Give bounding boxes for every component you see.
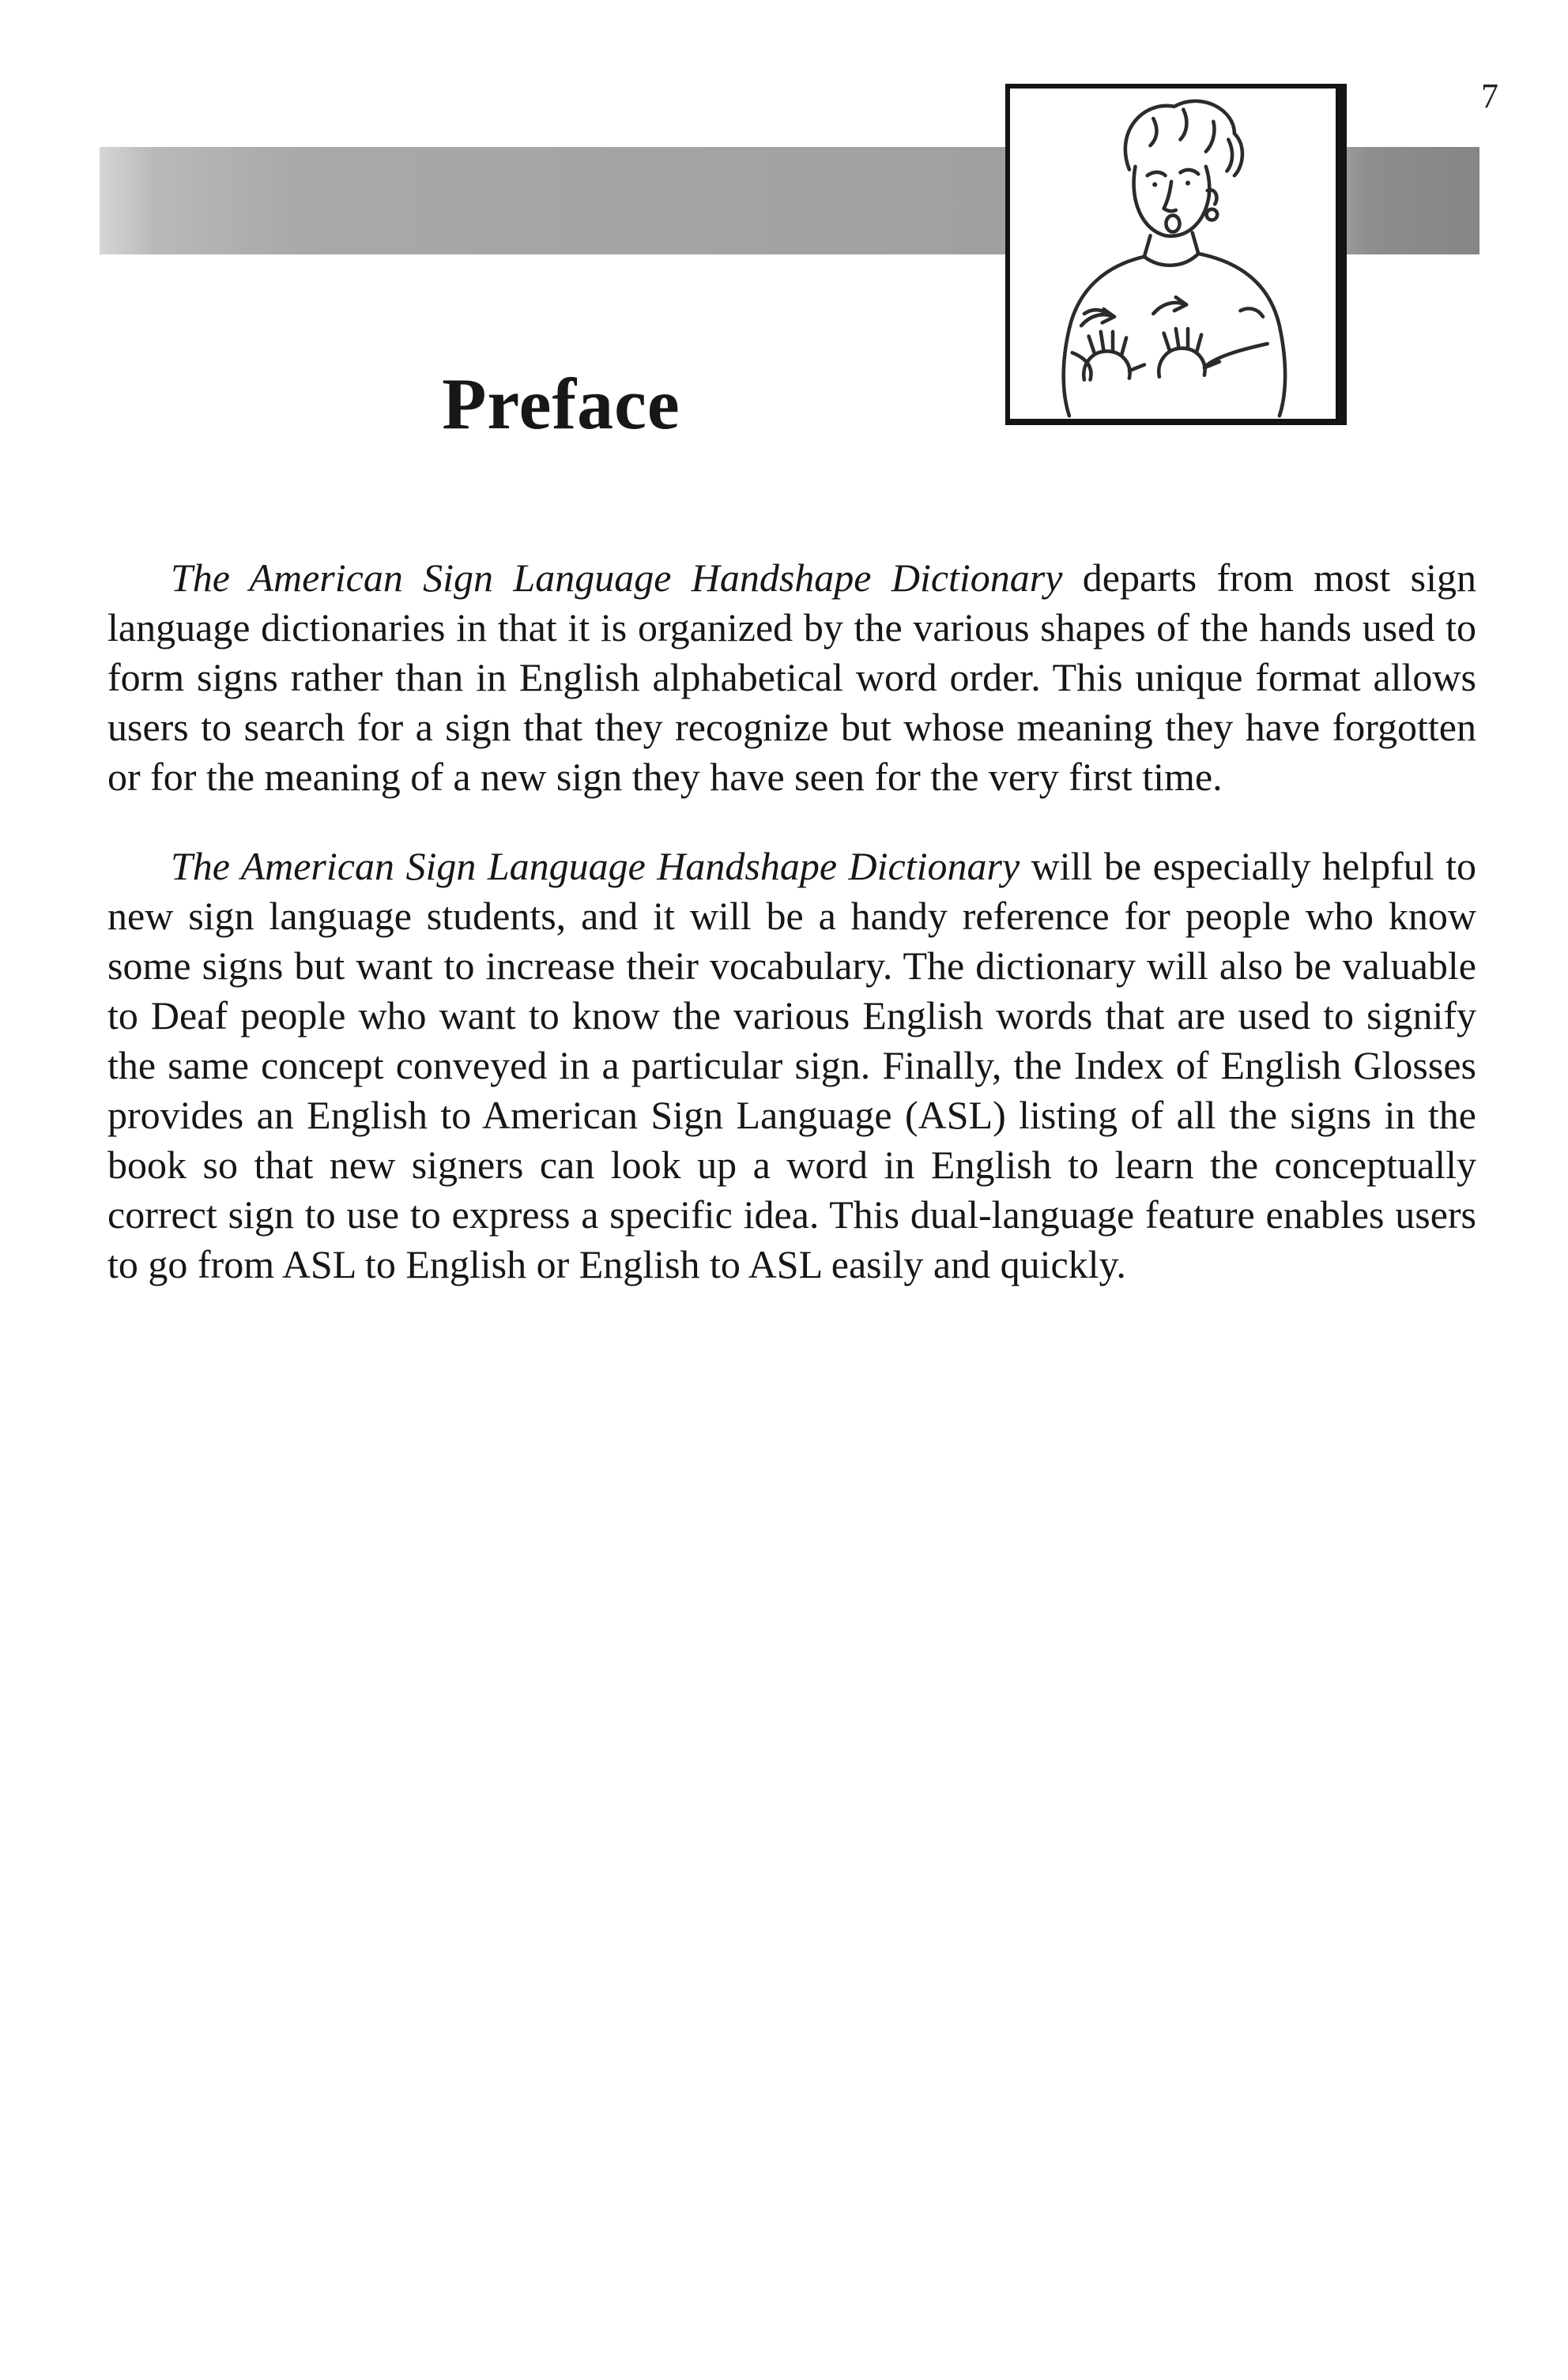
paragraph-2-text: will be especially helpful to new sign language students, and it will be a handy reference for people who know some signs but want to increase their vocabulary. The dictionary will also be valuable to Deaf people who want to know the various English words that are used to signify the same concept conveyed in a particular sign. Finally, the Index of English Glosses provides an English to American Sign Language (ASL) listing of all the signs in the book so that new signers can look up a word in English to learn the conceptually correct sign to use to express a specific idea. This dual-language feature enables users to go from ASL to English or English to ASL easily and quickly. xyxy=(107,844,1476,1286)
book-title-italic-2: The American Sign Language Handshape Dictionary xyxy=(171,844,1020,888)
paragraph-2 xyxy=(107,842,1476,1290)
page-title: Preface xyxy=(442,363,680,444)
paragraph-1-text: departs from most sign language dictionaries in that it is organized by the various shapes of the hands used to form signs rather than in English alphabetical word order. This unique format allows users to search for a sign that they recognize but whose meaning they have forgotten or for the meaning of a new sign they have seen for the very first time. xyxy=(107,555,1476,799)
page-number: 7 xyxy=(1481,77,1498,115)
signer-drawing-icon xyxy=(1010,88,1336,419)
paragraph-1 xyxy=(107,553,1476,802)
body-text xyxy=(107,553,1476,1290)
book-title-italic-1: The American Sign Language Handshape Dictionary xyxy=(171,555,1063,600)
signer-illustration xyxy=(1005,84,1347,425)
